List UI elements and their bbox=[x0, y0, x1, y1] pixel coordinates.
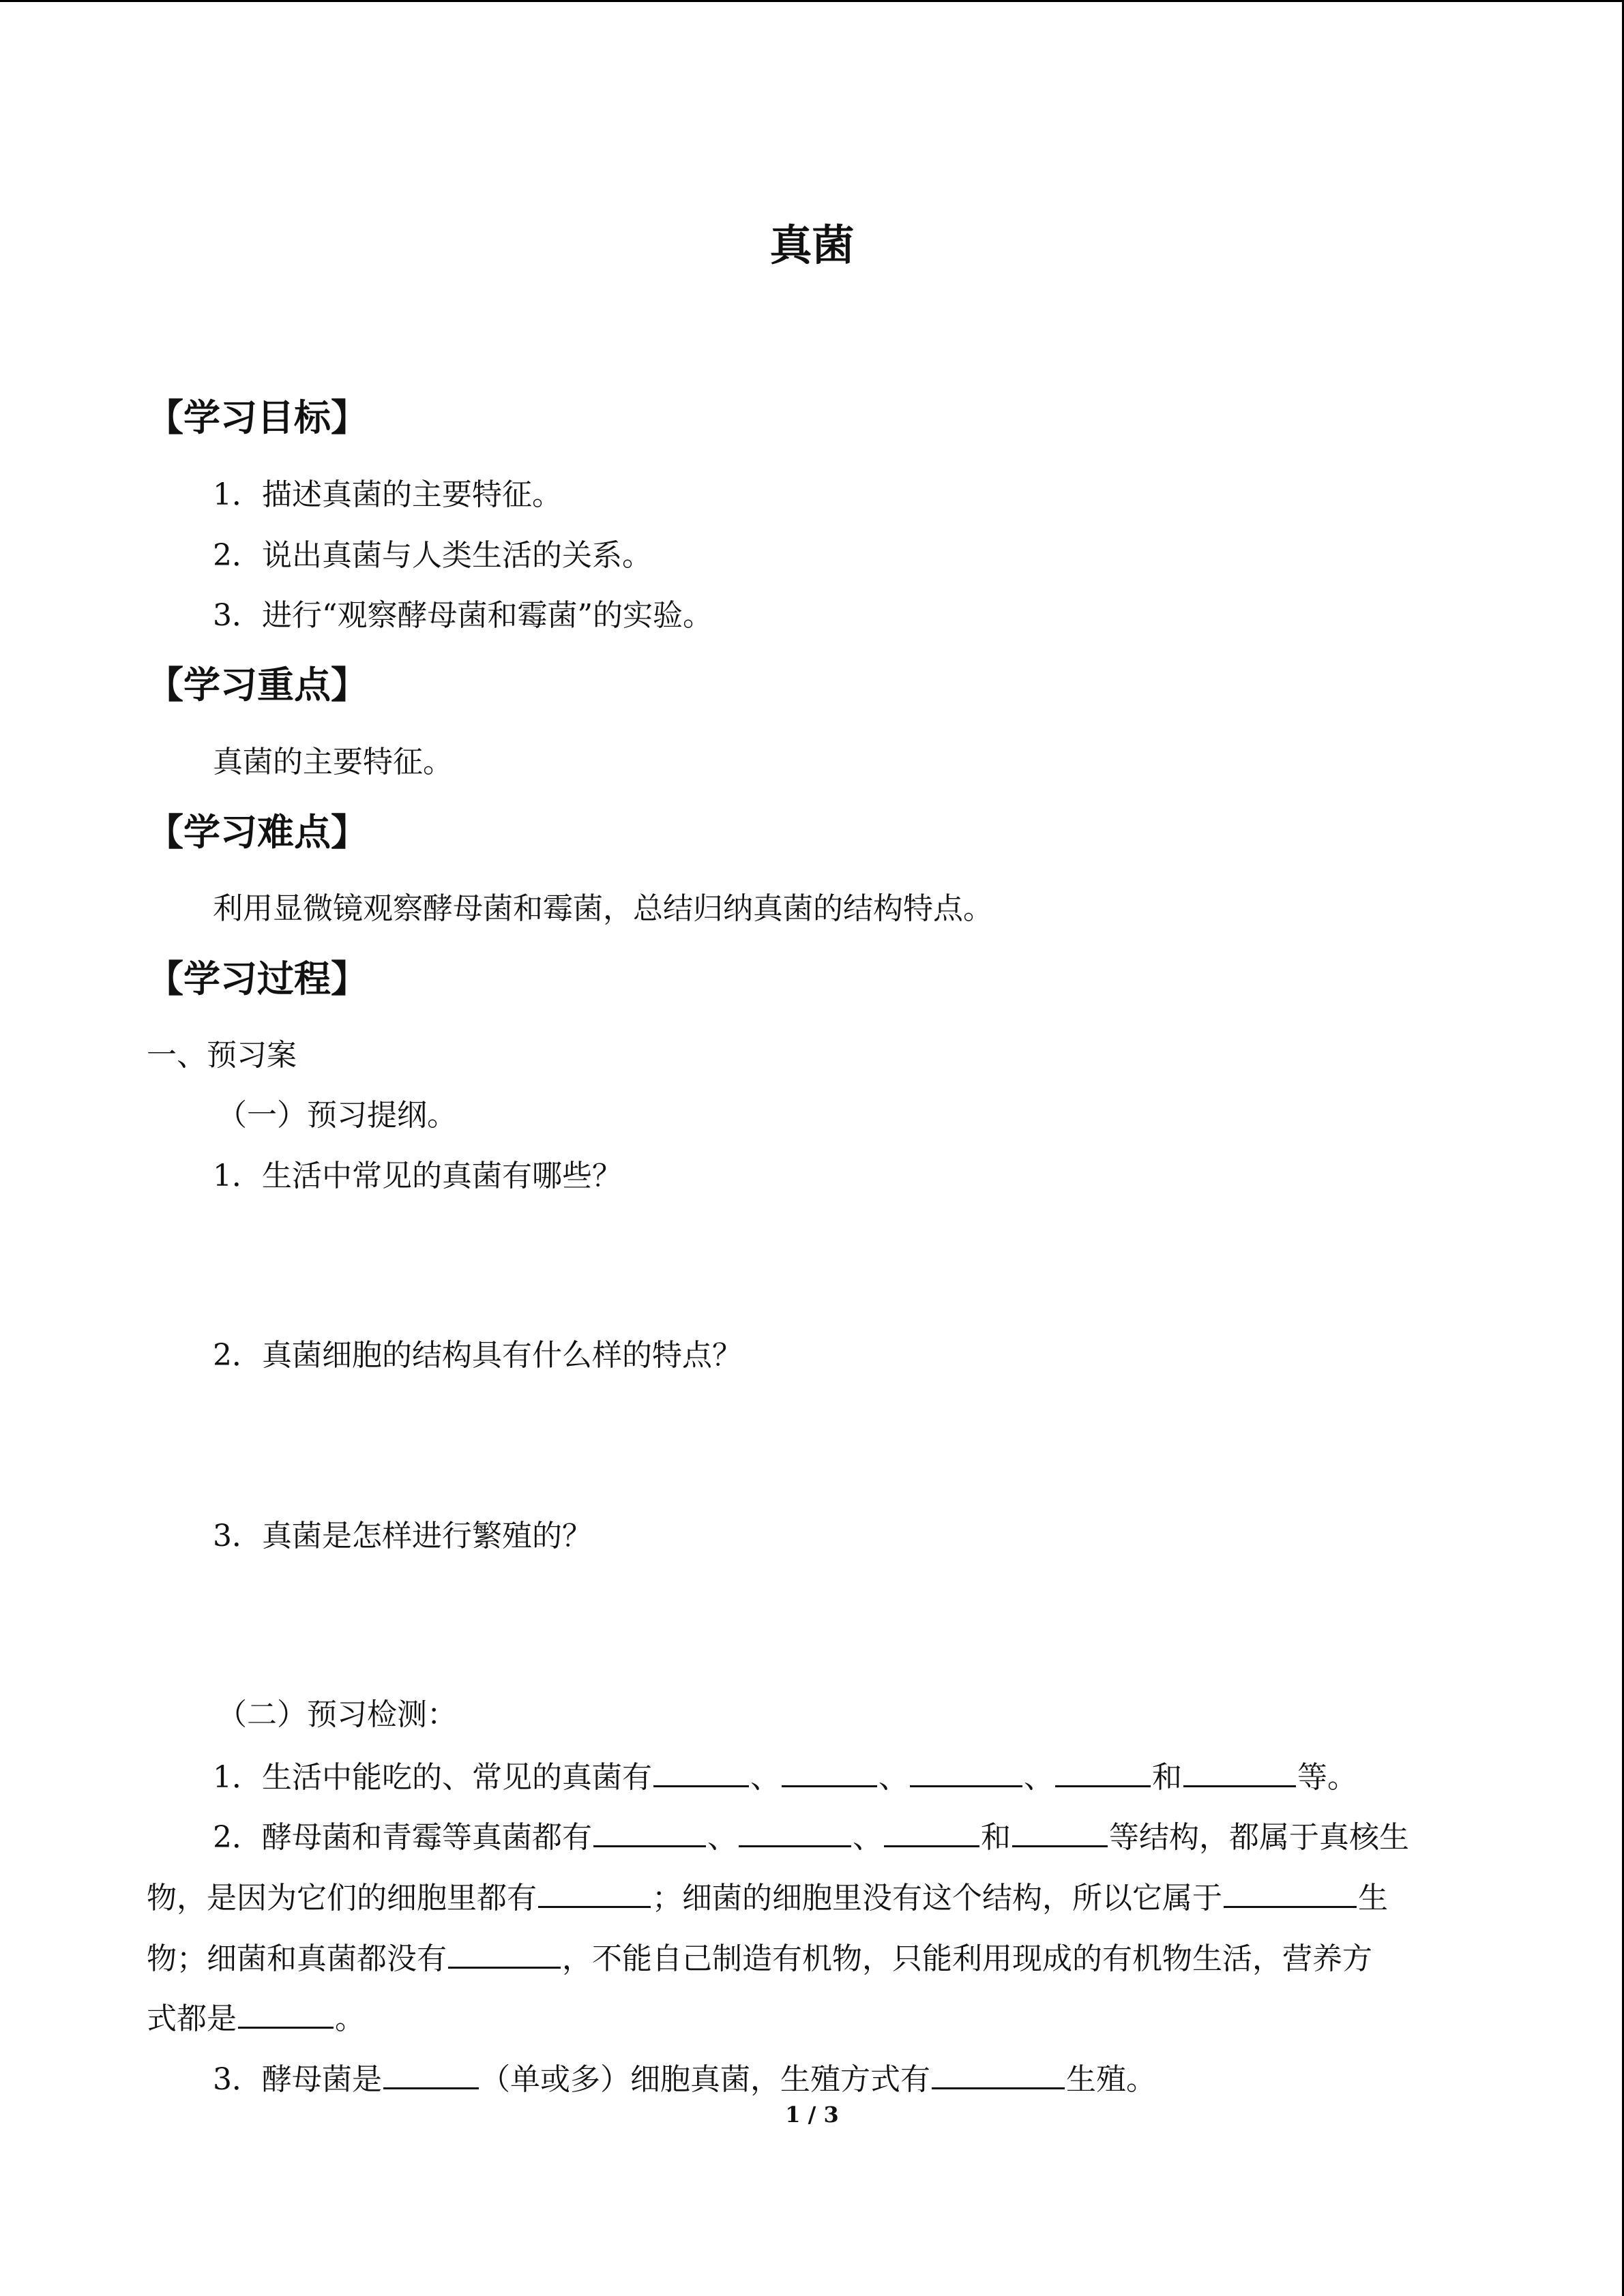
answer-blank[interactable] bbox=[538, 1876, 651, 1908]
outline-title: （一）预习提纲。 bbox=[217, 1098, 457, 1133]
objective-item-3: 3．进行“观察酵母菌和霉菌”的实验。 bbox=[213, 598, 713, 633]
heading-process: 【学习过程】 bbox=[147, 957, 368, 1000]
page-border-top bbox=[0, 0, 1624, 2]
outline-item-3: 3．真菌是怎样进行繁殖的？ bbox=[213, 1519, 592, 1553]
answer-blank[interactable] bbox=[932, 2057, 1065, 2089]
answer-blank[interactable] bbox=[782, 1755, 877, 1787]
part1-title: 一、预习案 bbox=[147, 1038, 297, 1073]
answer-blank[interactable] bbox=[238, 1997, 334, 2029]
heading-difficulty: 【学习难点】 bbox=[147, 811, 368, 854]
test-question-1: 1．生活中能吃的、常见的真菌有 、 、 、 和 等。 bbox=[213, 1755, 1357, 1798]
page-title: 真菌 bbox=[769, 220, 855, 270]
outline-item-1: 1．生活中常见的真菌有哪些？ bbox=[213, 1159, 622, 1193]
test-question-3: 3．酵母菌是 （单或多）细胞真菌，生殖方式有 生殖。 bbox=[213, 2057, 1156, 2100]
answer-blank[interactable] bbox=[1055, 1755, 1151, 1787]
outline-item-2: 2．真菌细胞的结构具有什么样的特点？ bbox=[213, 1338, 742, 1373]
objective-item-2: 2．说出真菌与人类生活的关系。 bbox=[213, 538, 652, 573]
page-number: 1 / 3 bbox=[785, 2102, 839, 2128]
test-question-2-line-2: 物，是因为它们的细胞里都有 ；细菌的细胞里没有这个结构，所以它属于 生 bbox=[147, 1876, 1388, 1919]
answer-blank[interactable] bbox=[1183, 1755, 1296, 1787]
difficulty-text: 利用显微镜观察酵母菌和霉菌，总结归纳真菌的结构特点。 bbox=[213, 891, 993, 926]
answer-blank[interactable] bbox=[1012, 1815, 1108, 1847]
answer-blank[interactable] bbox=[1224, 1876, 1357, 1908]
answer-blank[interactable] bbox=[653, 1755, 749, 1787]
test-question-2-line-1: 2．酵母菌和青霉等真菌都有 、 、 和 等结构，都属于真核生 bbox=[213, 1815, 1409, 1858]
q1-text: 1．生活中能吃的、常见的真菌有 bbox=[213, 1760, 652, 1795]
objective-item-1: 1．描述真菌的主要特征。 bbox=[213, 477, 562, 512]
answer-blank[interactable] bbox=[448, 1937, 561, 1969]
heading-objectives: 【学习目标】 bbox=[147, 396, 368, 439]
answer-blank[interactable] bbox=[910, 1755, 1022, 1787]
test-question-2-line-3: 物；细菌和真菌都没有 ，不能自己制造有机物，只能利用现成的有机物生活，营养方 bbox=[147, 1937, 1372, 1980]
answer-blank[interactable] bbox=[739, 1815, 851, 1847]
heading-key-point: 【学习重点】 bbox=[147, 664, 368, 706]
key-point-text: 真菌的主要特征。 bbox=[213, 745, 453, 779]
answer-blank[interactable] bbox=[884, 1815, 979, 1847]
test-title: （二）预习检测： bbox=[217, 1697, 457, 1732]
answer-blank[interactable] bbox=[593, 1815, 706, 1847]
test-question-2-line-4: 式都是 。 bbox=[147, 1997, 365, 2040]
answer-blank[interactable] bbox=[383, 2057, 479, 2089]
